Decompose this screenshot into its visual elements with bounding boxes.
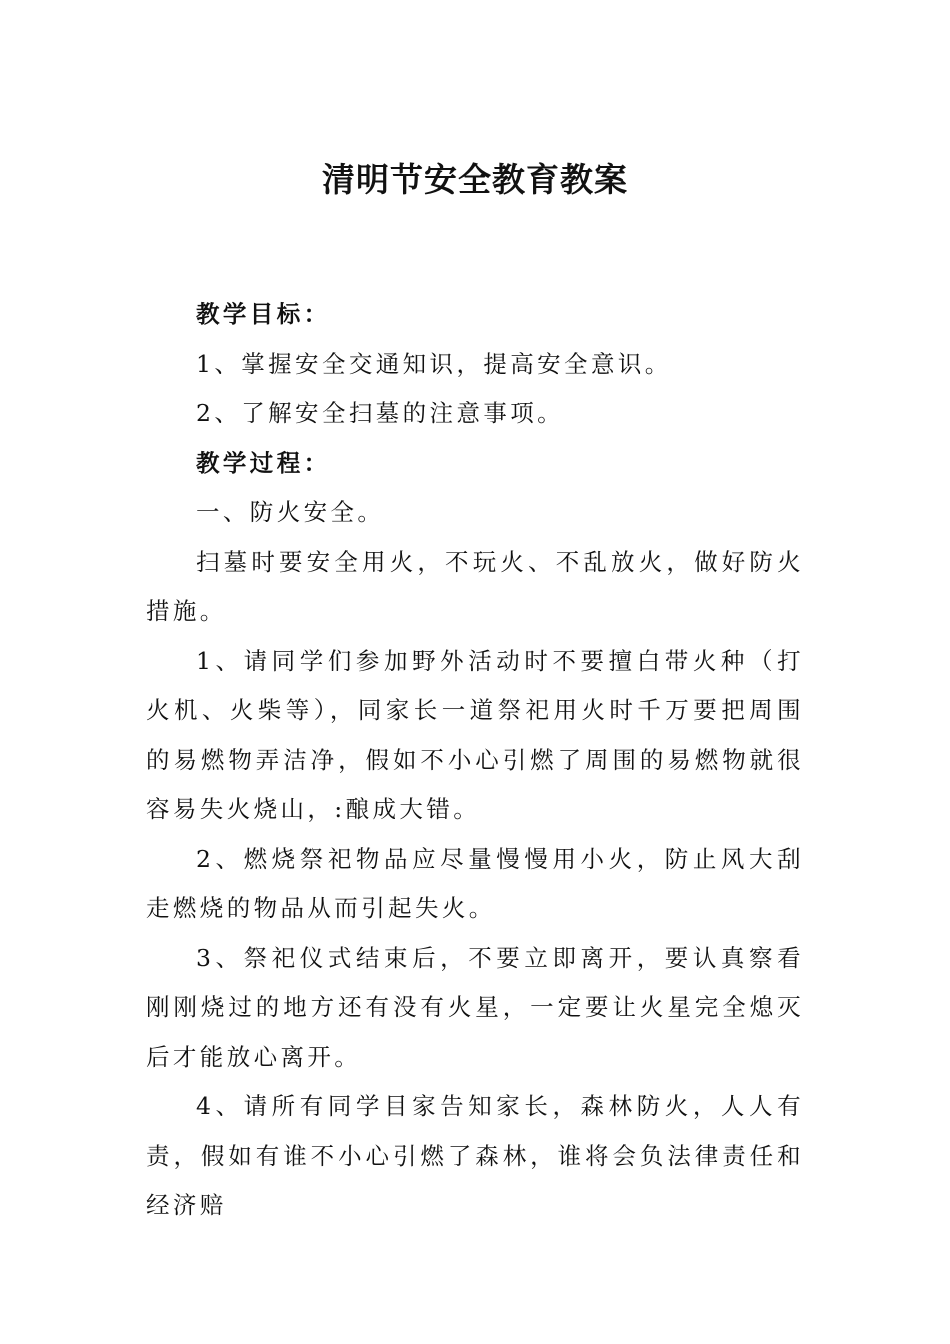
section-item: 3、祭祀仪式结束后，不要立即离开，要认真察看刚刚烧过的地方还有没有火星，一定要让火星完全熄灭后才能放心离开。 bbox=[146, 943, 804, 1071]
section-item: 2、燃烧祭祀物品应尽量慢慢用小火，防止风大刮走燃烧的物品从而引起失火。 bbox=[146, 844, 804, 922]
process-heading: 教学过程： bbox=[196, 448, 331, 477]
section-intro: 扫墓时要安全用火，不玩火、不乱放火，做好防火措施。 bbox=[146, 547, 804, 625]
objectives-heading: 教学目标： bbox=[196, 300, 331, 328]
section-item: 1、请同学们参加野外活动时不要擅白带火种（打火机、火柴等），同家长一道祭祀用火时千万要把周围的易燃物弄洁净，假如不小心引燃了周围的易燃物就很容易失火烧山，:酿成大错。 bbox=[146, 646, 804, 823]
section-item: 4、请所有同学目家告知家长，森林防火，人人有责，假如有谁不小心引燃了森林，谁将会负法律责任和经济赔 bbox=[146, 1092, 804, 1219]
document-body bbox=[146, 290, 804, 1231]
objective-item: 2、了解安全扫墓的注意事项。 bbox=[196, 399, 565, 427]
document-title: 清明节安全教育教案 bbox=[322, 160, 628, 199]
objective-item: 1、掌握安全交通知识，提高安全意识。 bbox=[196, 349, 672, 378]
section-heading: 一、防火安全。 bbox=[196, 498, 385, 526]
